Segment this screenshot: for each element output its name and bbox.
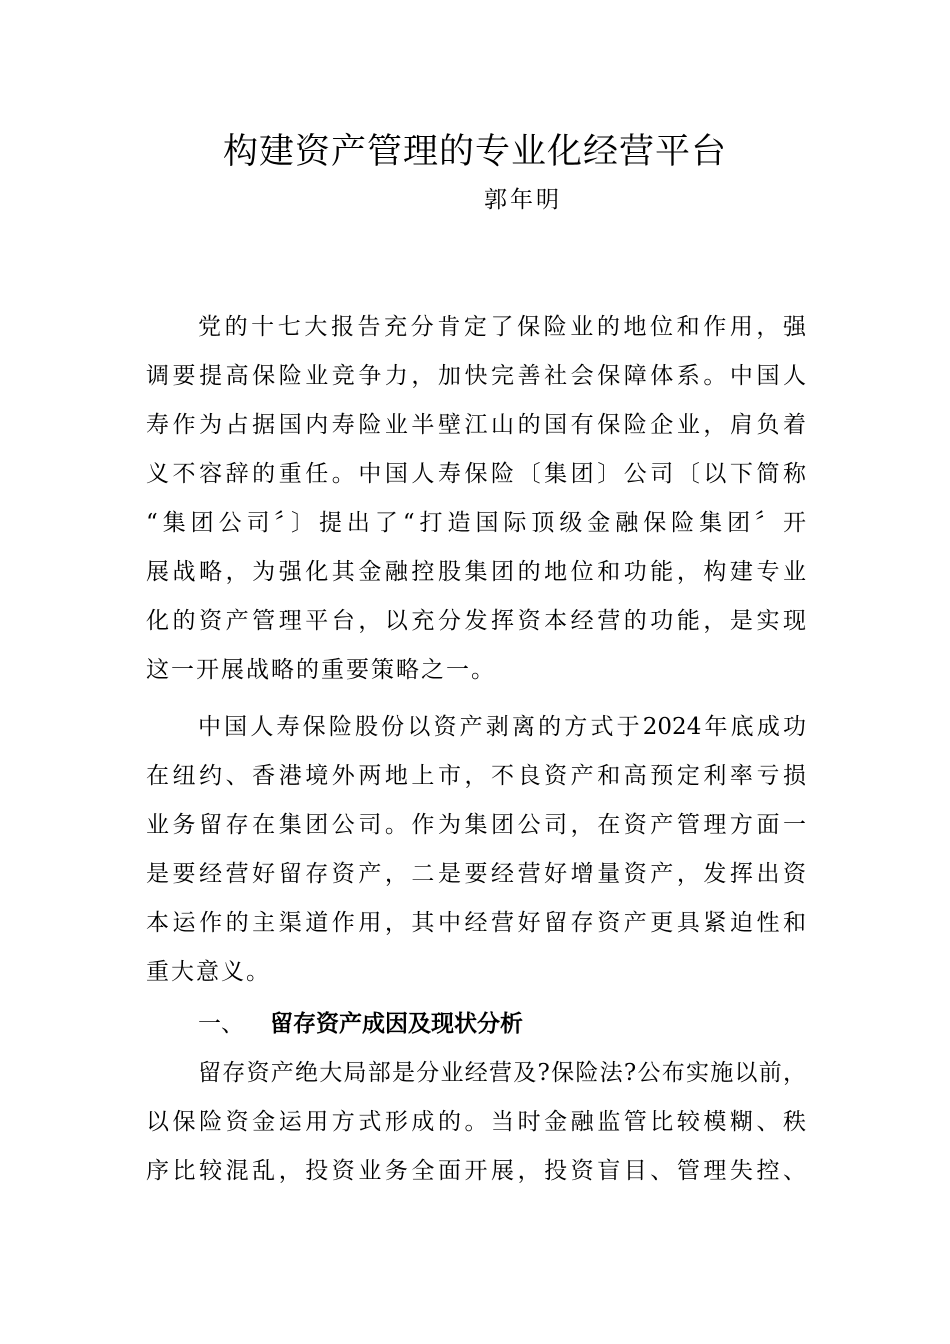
section-title: 留存资产成因及现状分析 [270, 1011, 523, 1037]
paragraph-2-line: 在纽约、香港境外两地上市，不良资产和高预定利率亏损 [146, 763, 806, 789]
paragraph-2-line: 重大意义。 [146, 959, 271, 985]
paragraph-1-line: 化的资产管理平台，以充分发挥资本经营的功能，是实现 [146, 608, 806, 634]
section-number: 一、 [198, 1011, 244, 1037]
paragraph-1-line: “集团公司〞〕提出了“打造国际顶级金融保险集团〞开 [146, 510, 806, 536]
paragraph-1-line: 展战略，为强化其金融控股集团的地位和功能，构建专业 [146, 559, 806, 585]
paragraph-3-line: 序比较混乱，投资业务全面开展，投资盲目、管理失控、 [146, 1158, 806, 1184]
document-author: 郭年明 [484, 187, 562, 213]
paragraph-1-line: 调要提高保险业竞争力，加快完善社会保障体系。中国人 [146, 363, 806, 389]
paragraph-1-line: 寿作为占据国内寿险业半壁江山的国有保险企业，肩负着 [146, 412, 806, 438]
section-heading [198, 1007, 523, 1041]
paragraph-1-line: 党的十七大报告充分肯定了保险业的地位和作用，强 [198, 314, 806, 340]
paragraph-3-line: 以保险资金运用方式形成的。当时金融监管比较模糊、秩 [146, 1109, 806, 1135]
document-title: 构建资产管理的专业化经营平台 [222, 132, 727, 172]
paragraph-2-line: 本运作的主渠道作用，其中经营好留存资产更具紧迫性和 [146, 910, 806, 936]
paragraph-2-line: 中国人寿保险股份以资产剥离的方式于2024年底成功 [198, 714, 806, 740]
paragraph-2-line: 是要经营好留存资产，二是要经营好增量资产，发挥出资 [146, 861, 806, 887]
paragraph-1-line: 义不容辞的重任。中国人寿保险〔集团〕公司〔以下简称 [146, 461, 806, 487]
paragraph-2-line: 业务留存在集团公司。作为集团公司，在资产管理方面一 [146, 812, 806, 838]
paragraph-3-line: 留存资产绝大局部是分业经营及?保险法?公布实施以前， [198, 1060, 806, 1086]
paragraph-1-line: 这一开展战略的重要策略之一。 [146, 657, 496, 683]
